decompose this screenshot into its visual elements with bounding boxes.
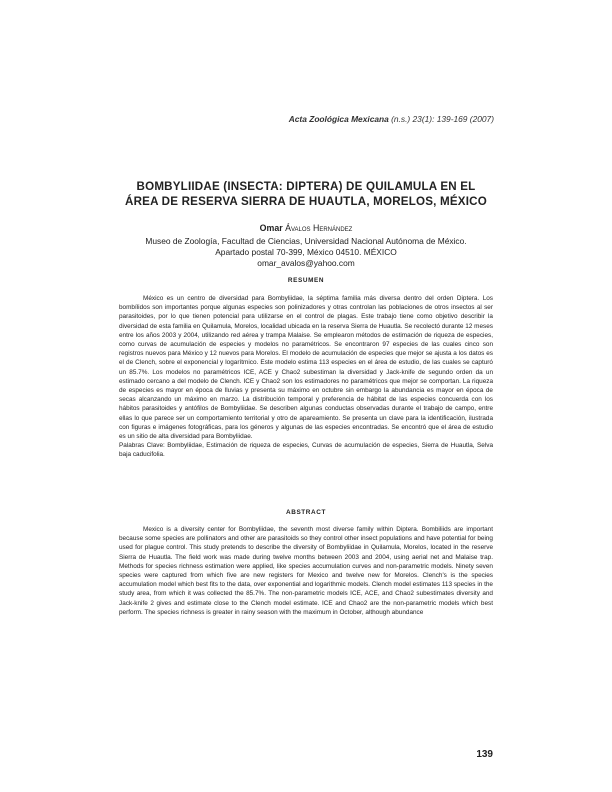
resumen-heading: RESUMEN <box>287 277 325 284</box>
abstract-text: Mexico is a diversity center for Bombyliidae, the seventh most diverse family within Diptera. Bombiliids are important because some species are pollinators and other are parasitoids so they control other insect populations and have potential for being used for plague control. This study pretends to describe the diversity of Bombyliidae in Quilamula, Morelos, located in the reserve Sierra de Huautla. The field work was made during twelve months between 2003 and 2004, using aerial net and Malaise trap. Methods for species richness estimation were applied, like species accumulation curves and non-parametric models. Ninety seven species were captured from which five are new registers for Mexico and twelve new for Morelos. Clench's is the species accumulation model which best fits to the data, over exponential and logarithmic models. Clench model estimates 113 species in the study area, from which it was collected the 85.7%. The non-parametric models ICE, ACE, and Chao2 subestimates diversity and Jack-knife 2 gives and estimate close to the Clench model estimate. ICE and Chao2 are the non-parametric models which best perform. The species richness is greater in rainy season with the maximum in October, although abundance <box>119 526 493 616</box>
resumen-text: México es un centro de diversidad para Bombyliidae, la séptima familia más diversa dentro del orden Diptera. Los bombílidos son importantes porque algunas especies son polinizadores y otras controlan las poblaciones de otros insectos al ser parasitoides, por lo que tienen potencial para utilizarse en el control de plagas. Este trabajo tiene como objetivo describir la diversidad de esta familia en Quilamula, Morelos, localidad ubicada en la reserva Sierra de Huautla. Se recolectó durante 12 meses entre los años 2003 y 2004, utilizando red aérea y trampa Malaise. Se emplearon métodos de estimación de riqueza de especies, como curvas de acumulación de especies y modelos no paramétricos. Se encontraron 97 especies de las cuales cinco son registros nuevos para México y 12 nuevos para Morelos. El modelo de acumulación de especies que mejor se ajusta a los datos es el de Clench, sobre el exponencial y logarítmico. Este modelo estima 113 especies en el área de estudio, de las cuales se capturó un 85.7%. Los modelos no paramétricos ICE, ACE y Chao2 subestiman la diversidad y Jack-knife de segundo orden da un estimado cercano a del modelo de Clench. ICE y Chao2 son los estimadores no paramétricos que mejor se comportan. La riqueza de especies es mayor en época de lluvias y presenta su máximo en octubre sin embargo la abundancia es mayor en época de secas alcanzando un máximo en marzo. La distribución temporal y preferencia de hábitat de las especies concuerda con los hábitos parasitoides y antófilos de Bombyliidae. Se describen algunas conductas observadas durante el trabajo de campo, entre ellas lo que parece ser un comportamiento territorial y otro de apareamiento. Se presenta un clave para la identificación, ilustrada con figuras e imágenes fotográficas, para los géneros y algunas de las especies encontradas. Se encontró que el área de estudio es un sitio de alta diversidad para Bombyliidae. <box>119 295 493 441</box>
author-surname: Ávalos Hernández <box>285 223 353 233</box>
title-line-2: ÁREA DE RESERVA SIERRA DE HUAUTLA, MORELOS, MÉXICO <box>125 195 487 208</box>
page-number: 139 <box>476 749 493 760</box>
affiliation-line-1: Museo de Zoología, Facultad de Ciencias, Universidad Nacional Autónoma de México. <box>145 236 467 246</box>
resumen-keywords: Palabras Clave: Bombyliidae, Estimación de riqueza de especies, Curvas de acumulación de especies, Sierra de Huautla, Selva baja caducifolia. <box>119 442 493 459</box>
author-affiliation <box>100 236 512 269</box>
running-head <box>289 114 494 124</box>
affiliation-line-2: Apartado postal 70-399, México 04510. MÉXICO <box>215 247 397 257</box>
author-first-name: Omar <box>259 223 283 233</box>
journal-citation: (n.s.) 23(1): 139-169 (2007) <box>391 114 494 124</box>
title-line-1: BOMBYLIIDAE (INSECTA: DIPTERA) DE QUILAMULA EN EL <box>136 180 476 193</box>
author-name <box>100 223 512 233</box>
abstract-heading: ABSTRACT <box>286 509 326 516</box>
resumen-body <box>119 294 493 460</box>
journal-name: Acta Zoológica Mexicana <box>288 114 389 124</box>
abstract-body <box>119 525 493 617</box>
article-title <box>100 179 512 209</box>
author-email[interactable]: omar_avalos@yahoo.com <box>257 258 355 268</box>
